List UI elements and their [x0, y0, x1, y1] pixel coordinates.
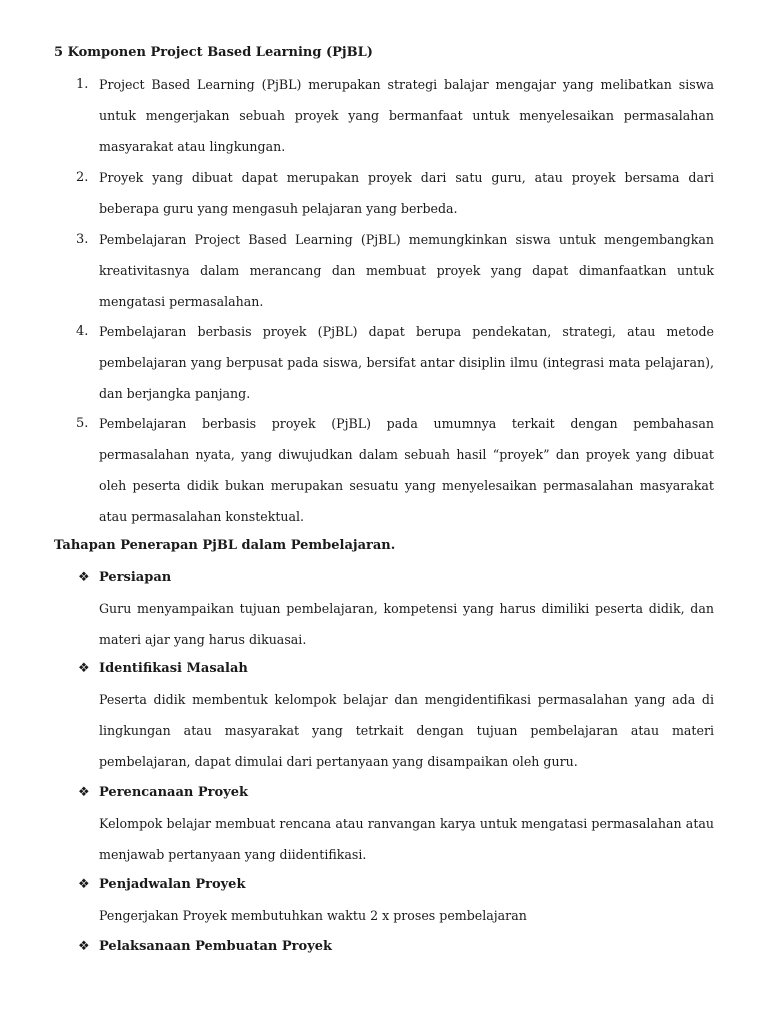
component-number: 4.	[76, 324, 89, 339]
stage-title: Perencanaan Proyek	[99, 785, 249, 800]
stage-pelaksanaan-pembuatan-proyek	[78, 931, 714, 962]
stage-body: Kelompok belajar membuat rencana atau ranvangan karya untuk mengatasi permasalahan atau menjawab pertanyaan yang diidentifikasi.	[99, 816, 714, 862]
stage-title: Persiapan	[99, 570, 172, 585]
component-item-3	[76, 224, 714, 317]
component-item-2	[76, 162, 714, 224]
diamond-bullet-icon: ❖	[78, 570, 90, 585]
component-item-5	[76, 408, 714, 532]
stage-penjadwalan-proyek	[78, 869, 714, 931]
stage-title: Penjadwalan Proyek	[99, 877, 246, 892]
component-number: 5.	[76, 416, 89, 431]
stage-body: Peserta didik membentuk kelompok belajar dan mengidentifikasi permasalahan yang ada di lingkungan atau masyarakat yang tetrkait dengan tujuan pembelajaran atau materi pembelajaran, dapat dimulai dari pertanyaan yang disampaikan oleh guru.	[99, 692, 714, 769]
component-number: 1.	[76, 77, 89, 92]
stages-heading: Tahapan Penerapan PjBL dalam Pembelajaran.	[54, 538, 396, 553]
component-text: Project Based Learning (PjBL) merupakan strategi balajar mengajar yang melibatkan siswa untuk mengerjakan sebuah proyek yang bermanfaat untuk menyelesaikan permasalahan masyarakat atau lingkungan.	[99, 77, 714, 154]
component-number: 3.	[76, 232, 89, 247]
component-item-1	[76, 69, 714, 162]
component-text: Pembelajaran berbasis proyek (PjBL) dapat berupa pendekatan, strategi, atau metode pembelajaran yang berpusat pada siswa, bersifat antar disiplin ilmu (integrasi mata pelajaran), dan berjangka panjang.	[99, 324, 714, 401]
component-number: 2.	[76, 170, 89, 185]
diamond-bullet-icon: ❖	[78, 877, 90, 892]
document-title: 5 Komponen Project Based Learning (PjBL)	[54, 45, 373, 60]
diamond-bullet-icon: ❖	[78, 939, 90, 954]
component-text: Proyek yang dibuat dapat merupakan proyek dari satu guru, atau proyek bersama dari beberapa guru yang mengasuh pelajaran yang berbeda.	[99, 170, 714, 216]
component-text: Pembelajaran berbasis proyek (PjBL) pada umumnya terkait dengan pembahasan permasalahan nyata, yang diwujudkan dalam sebuah hasil “proyek” dan proyek yang dibuat oleh peserta didik bukan merupakan sesuatu yang menyelesaikan permasalahan masyarakat atau permasalahan konstektual.	[99, 416, 714, 524]
component-text: Pembelajaran Project Based Learning (PjBL) memungkinkan siswa untuk mengembangkan kreativitasnya dalam merancang dan membuat proyek yang dapat dimanfaatkan untuk mengatasi permasalahan.	[99, 232, 714, 309]
stage-identifikasi-masalah	[78, 653, 714, 777]
diamond-bullet-icon: ❖	[78, 661, 90, 676]
stage-persiapan	[78, 562, 714, 655]
stage-body: Pengerjakan Proyek membutuhkan waktu 2 x proses pembelajaran	[99, 908, 527, 923]
component-item-4	[76, 316, 714, 409]
stage-perencanaan-proyek	[78, 777, 714, 870]
stage-title: Pelaksanaan Pembuatan Proyek	[99, 939, 333, 954]
stage-title: Identifikasi Masalah	[99, 661, 248, 676]
diamond-bullet-icon: ❖	[78, 785, 90, 800]
stage-body: Guru menyampaikan tujuan pembelajaran, kompetensi yang harus dimiliki peserta didik, dan materi ajar yang harus dikuasai.	[99, 601, 714, 647]
